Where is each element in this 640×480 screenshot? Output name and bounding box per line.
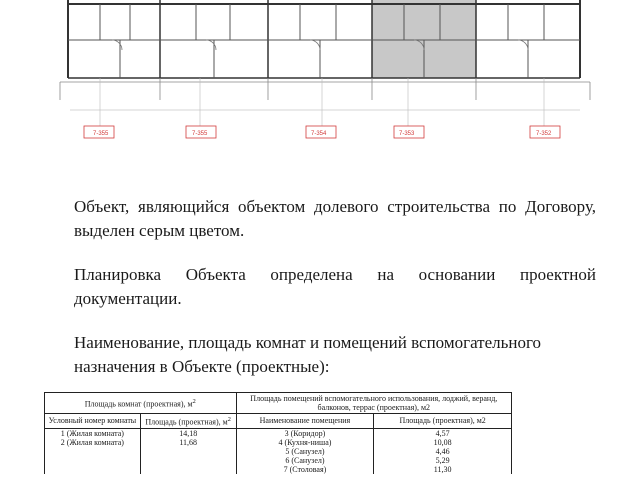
aux-name: 4 (Кухня-ниша) [278, 437, 332, 447]
unit-tag [186, 126, 216, 138]
aux-name: 7 (Столовая) [283, 464, 327, 474]
aux-header: Площадь помещений вспомогательного использования, лоджий, веранд, балконов, террас (проектная), м2 [236, 393, 511, 414]
col-room-area: Площадь (проектная), $м^2$ [140, 414, 236, 429]
col-aux-name: Наименование помещения [236, 414, 374, 429]
unit-tag-label: 7-355 [93, 131, 109, 137]
floor-plan [0, 0, 640, 160]
unit-tag-label: 7-355 [192, 131, 208, 137]
unit-tag [306, 126, 336, 138]
unit-tag-label: 7-354 [311, 131, 327, 137]
rooms-table [44, 392, 512, 474]
room-name: 2 (Жилая комната) [60, 437, 124, 447]
paragraph-layout-basis: Планировка Объекта определена на основании проектной документации. [74, 265, 596, 308]
unit-tag [530, 126, 560, 138]
unit-tag-label: 7-352 [536, 131, 552, 137]
aux-area: 4,57 [435, 428, 450, 438]
aux-area: 10,08 [433, 437, 452, 447]
rooms-header: Площадь комнат (проектная), $м^2$ [45, 393, 237, 414]
aux-area: 4,46 [435, 446, 450, 456]
col-aux-area: Площадь (проектная), м2 [374, 414, 512, 429]
paragraph-highlight-note: Объект, являющийся объектом долевого строительства по Договору, выделен серым цветом. [74, 197, 596, 240]
unit-tag [394, 126, 424, 138]
room-area: 14,18 [179, 428, 198, 438]
room-name: 1 (Жилая комната) [60, 428, 124, 438]
paragraph-table-intro: Наименование, площадь комнат и помещений вспомогательного назначения в Объекте (проектные): [74, 333, 542, 376]
aux-area: 5,29 [435, 455, 450, 465]
aux-name: 3 (Коридор) [284, 428, 326, 438]
unit-tag-label: 7-353 [399, 131, 415, 137]
aux-name: 6 (Санузел) [285, 455, 325, 465]
col-room: Условный номер комнаты [45, 414, 141, 429]
room-area: 11,68 [179, 437, 198, 447]
aux-area: 11,30 [433, 464, 452, 474]
unit-tag [84, 126, 114, 138]
table-row [45, 428, 512, 474]
aux-name: 5 (Санузел) [285, 446, 325, 456]
